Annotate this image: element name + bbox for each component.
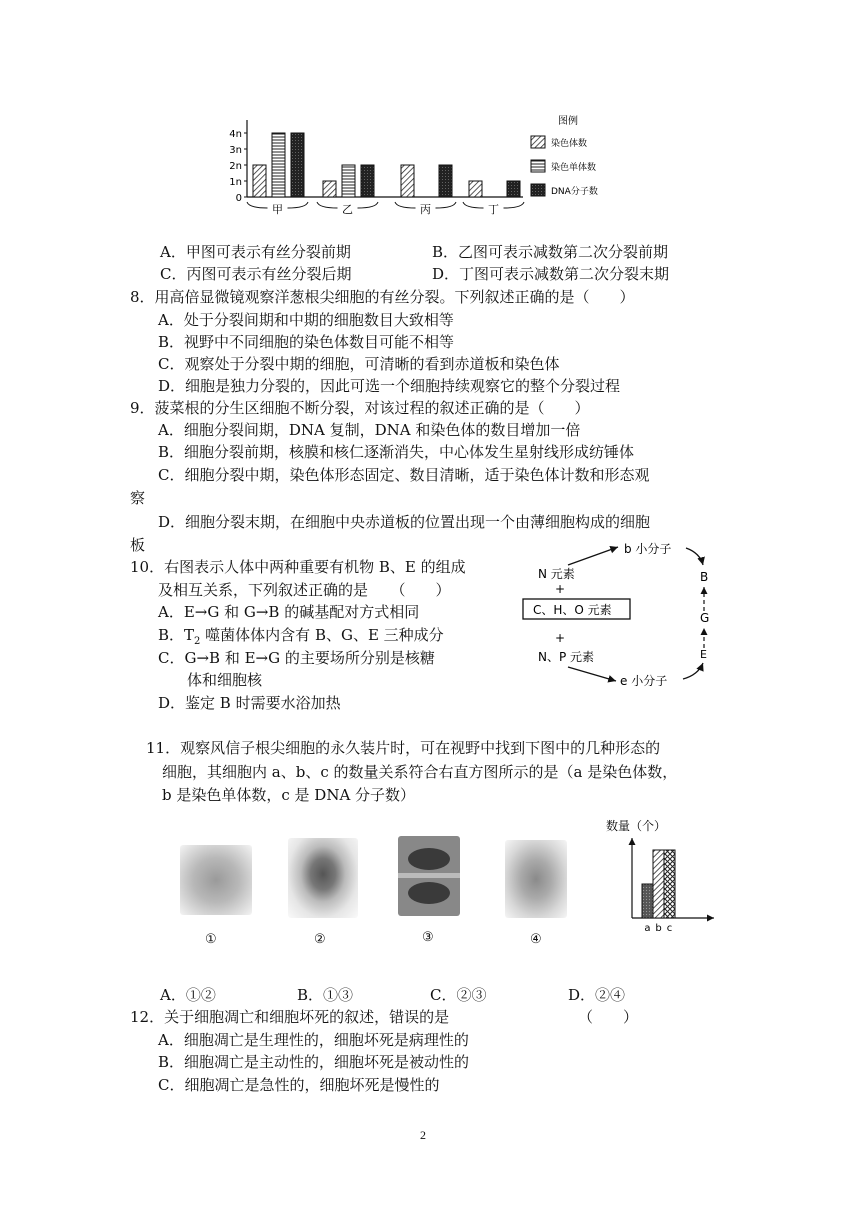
q9-stem: 9．菠菜根的分生区细胞不断分裂，对该过程的叙述正确的是（ ） xyxy=(130,399,590,417)
q8-option-b: B．视野中不同细胞的染色体数目可能不相等 xyxy=(158,333,455,351)
q9-option-c-line2: 察 xyxy=(130,489,146,507)
q10-option-a: A．E→G 和 G→B 的碱基配对方式相同 xyxy=(158,603,420,621)
q8-option-c: C．观察处于分裂中期的细胞，可清晰的看到赤道板和染色体 xyxy=(158,355,560,373)
arrow-np-to-e xyxy=(568,667,616,681)
q9-option-a: A．细胞分裂间期，DNA 复制，DNA 和染色体的数目增加一倍 xyxy=(158,421,581,439)
x-tick-label: 丁 xyxy=(488,203,499,216)
legend-swatch xyxy=(531,136,545,148)
small-bar-b xyxy=(653,850,664,918)
bar-丙-染色体数 xyxy=(401,165,414,197)
q8-option-a: A．处于分裂间期和中期的细胞数目大致相等 xyxy=(158,311,454,329)
y-tick-label: 4n xyxy=(229,129,242,140)
q11-stem-line1: 11．观察风信子根尖细胞的永久装片时，可在视野中找到下图中的几种形态的 xyxy=(146,739,661,757)
q12-stem: 12．关于细胞凋亡和细胞坏死的叙述，错误的是 xyxy=(130,1008,450,1026)
small-bar-a xyxy=(642,884,653,918)
bar-甲-DNA分子数 xyxy=(291,133,304,197)
q11-small-bar-chart xyxy=(600,814,720,938)
x-tick-label: 乙 xyxy=(342,203,353,216)
photo-label-2: ② xyxy=(314,932,326,947)
q10-option-b: B．$T_2$ 噬菌体体内含有 B、G、E 三种成分 xyxy=(158,626,444,647)
q10-relationship-diagram xyxy=(520,535,730,695)
q10-option-c-line2: 体和细胞核 xyxy=(187,671,263,689)
bar-丙-DNA分子数 xyxy=(439,165,452,197)
bar-乙-染色单体数 xyxy=(342,165,355,197)
photo-label-4: ④ xyxy=(530,932,542,947)
cell-photo-1 xyxy=(180,845,252,915)
bar-甲-染色体数 xyxy=(253,165,266,197)
small-bar-c xyxy=(664,850,675,918)
B-label: B xyxy=(700,570,709,584)
E-label: E xyxy=(700,648,707,661)
y-tick-label: 0 xyxy=(235,193,242,204)
b-small-molecule-label: b 小分子 xyxy=(624,542,672,556)
q12-option-a: A．细胞凋亡是生理性的，细胞坏死是病理性的 xyxy=(158,1031,469,1049)
q10-stem-line1: 10．右图表示人体中两种重要有机物 B、E 的组成 xyxy=(130,558,466,576)
q10-option-c-line1: C．G→B 和 E→G 的主要场所分别是核糖 xyxy=(158,649,435,667)
photo-label-3: ③ xyxy=(422,930,434,945)
bar-乙-DNA分子数 xyxy=(361,165,374,197)
bar-甲-染色单体数 xyxy=(272,133,285,197)
q8-option-d: D．细胞是独力分裂的，因此可选一个细胞持续观察它的整个分裂过程 xyxy=(158,377,621,395)
plus-sign-upper: + xyxy=(555,582,566,596)
legend-swatch xyxy=(531,184,545,196)
q12-answer-paren: （ ） xyxy=(578,1008,639,1026)
q12-option-c: C．细胞凋亡是急性的，细胞坏死是慢性的 xyxy=(158,1076,440,1094)
bar-乙-染色体数 xyxy=(323,181,336,197)
arrow-b-to-B xyxy=(686,548,703,565)
legend-label: DNA分子数 xyxy=(551,187,598,197)
q9-option-d-line1: D．细胞分裂末期，在细胞中央赤道板的位置出现一个由薄细胞构成的细胞 xyxy=(158,513,651,531)
e-small-molecule-label: e 小分子 xyxy=(620,674,668,688)
q11-option-d: D．②④ xyxy=(568,986,626,1004)
plus-sign-lower: + xyxy=(555,631,566,645)
q9-option-d-line2: 板 xyxy=(130,536,146,554)
q7-bar-chart xyxy=(225,112,625,232)
legend-swatch xyxy=(531,160,545,172)
chon-label: C、H、O 元素 xyxy=(533,603,612,617)
q7-option-c: C．丙图可表示有丝分裂后期 xyxy=(160,265,352,283)
y-tick-label: 2n xyxy=(229,161,242,172)
y-tick-label: 1n xyxy=(229,177,242,188)
q7-option-b: B．乙图可表示减数第二次分裂前期 xyxy=(432,243,669,261)
q7-option-a: A．甲图可表示有丝分裂前期 xyxy=(160,243,351,261)
bar-丁-DNA分子数 xyxy=(507,181,520,197)
y-tick-label: 3n xyxy=(229,145,242,156)
photo-label-1: ① xyxy=(205,932,217,947)
q9-option-c-line1: C．细胞分裂中期，染色体形态固定、数目清晰，适于染色体计数和形态观 xyxy=(158,466,650,484)
small-bar-label: c xyxy=(666,923,673,934)
q7-option-d: D．丁图可表示减数第二次分裂末期 xyxy=(432,265,670,283)
q11-stem-line2: 细胞，其细胞内 a、b、c 的数量关系符合右直方图所示的是（a 是染色体数， xyxy=(162,763,678,781)
q10-stem-line2: 及相互关系，下列叙述正确的是 （ ） xyxy=(158,581,451,599)
small-chart-ylabel: 数量（个） xyxy=(606,819,667,833)
q9-option-b: B．细胞分裂前期，核膜和核仁逐渐消失，中心体发生星射线形成纺锤体 xyxy=(158,443,635,461)
small-bar-label: b xyxy=(655,923,662,934)
x-tick-label: 甲 xyxy=(272,203,283,216)
small-bar-label: a xyxy=(644,923,651,934)
q10-option-d: D．鉴定 B 时需要水浴加热 xyxy=(158,694,341,712)
np-element-label: N、P 元素 xyxy=(538,650,595,664)
legend-label: 染色单体数 xyxy=(551,163,597,173)
q11-stem-line3: b 是染色单体数，c 是 DNA 分子数） xyxy=(162,786,416,804)
page-number: 2 xyxy=(420,1128,426,1142)
cell-photo-4 xyxy=(505,840,567,918)
cell-photo-3 xyxy=(398,836,460,916)
arrow-e-to-E xyxy=(683,663,703,679)
legend-title: 图例 xyxy=(558,116,578,127)
q12-option-b: B．细胞凋亡是主动性的，细胞坏死是被动性的 xyxy=(158,1053,470,1071)
q8-stem: 8．用高倍显微镜观察洋葱根尖细胞的有丝分裂。下列叙述正确的是（ ） xyxy=(130,288,635,306)
cell-photo-2 xyxy=(288,838,358,918)
n-element-label: N 元素 xyxy=(538,567,575,581)
q11-option-c: C．②③ xyxy=(430,986,487,1004)
legend-label: 染色体数 xyxy=(551,139,588,149)
q11-option-b: B．①③ xyxy=(297,986,354,1004)
arrow-n-to-b xyxy=(568,547,618,565)
q11-option-a: A．①② xyxy=(160,986,216,1004)
x-tick-label: 丙 xyxy=(420,203,431,216)
bar-丁-染色体数 xyxy=(469,181,482,197)
G-label: G xyxy=(700,611,710,625)
